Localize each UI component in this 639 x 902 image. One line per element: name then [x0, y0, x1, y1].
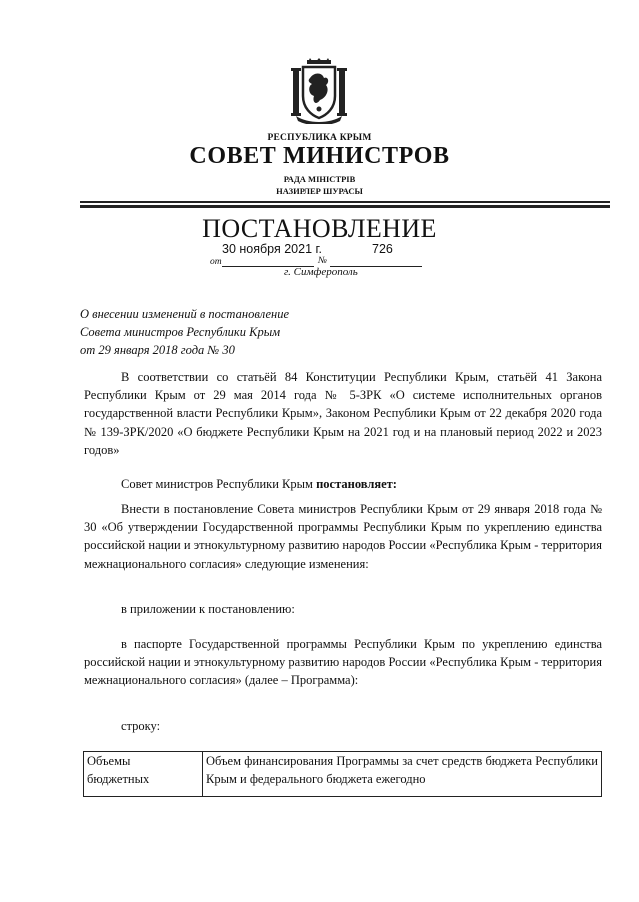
subject-line: от 29 января 2018 года № 30 — [80, 343, 235, 357]
paragraph-passport: в паспорте Государственной программы Республики Крым по укреплению единства российской нации и этнокультурному развитию народов России «Республика Крым - территория межнационального согласия» (далее – Программа): — [84, 637, 602, 688]
number-sign: № — [318, 256, 327, 266]
cell-label-line: Объемы — [87, 754, 131, 768]
subject-line: О внесении изменений в постановление — [80, 307, 290, 321]
header-rule-thick — [80, 205, 610, 208]
subject-line: Совета министров Республики Крым — [80, 325, 281, 339]
paragraph-legal-basis: В соответствии со статьёй 84 Конституции Республики Крым, статьёй 41 Закона Республики Крым от 29 мая 2014 года № 5-ЗРК «О системе исполнительных органов государственной власти Республики Крым», Законом Республики Крым от 22 декабря 2020 года № 139-ЗРК/2020 «О бюджете Республики Крым на 2021 год и на плановый период 2022 и 2023 годов» — [84, 370, 602, 457]
date-prefix: от — [210, 257, 222, 267]
decree-title: ПОСТАНОВЛЕНИЕ — [202, 214, 437, 243]
paragraph-row-label: строку: — [121, 719, 161, 733]
republic-name: РЕСПУБЛИКА КРЫМ — [267, 133, 372, 143]
council-name-ukrainian: РАДА МІНІСТРІВ — [283, 174, 356, 184]
decree-city: г. Симферополь — [284, 266, 358, 278]
paragraph-amendment: Внести в постановление Совета министров Республики Крым от 29 января 2018 года № 30 «Об утверждении Государственной программы Республики Крым по укреплению единства российской нации и этнокультурному развитию народов России «Республика Крым - территория межнационального согласия» следующие изменения: — [84, 502, 602, 571]
coat-of-arms-emblem — [290, 58, 348, 124]
decree-date: 30 ноября 2021 г. — [222, 242, 322, 256]
decree-subject — [80, 305, 289, 359]
header-rule-thin — [80, 201, 610, 203]
decree-number: 726 — [372, 242, 393, 256]
program-passport-table — [83, 751, 602, 797]
resolves-text: Совет министров Республики Крым — [121, 477, 317, 491]
resolves-keyword: постановляет: — [316, 477, 397, 491]
council-name: СОВЕТ МИНИСТРОВ — [189, 143, 450, 169]
council-name-crimean-tatar: НАЗИРЛЕР ШУРАСЫ — [276, 186, 363, 196]
table-cell-value: Объем финансирования Программы за счет средств бюджета Республики Крым и федерального бюджета ежегодно — [203, 752, 602, 797]
paragraph-appendix: в приложении к постановлению: — [121, 602, 295, 616]
cell-label-line: бюджетных — [87, 772, 150, 786]
table-row — [84, 752, 602, 797]
paragraph-resolves — [84, 475, 602, 493]
table-cell-label — [84, 752, 203, 797]
